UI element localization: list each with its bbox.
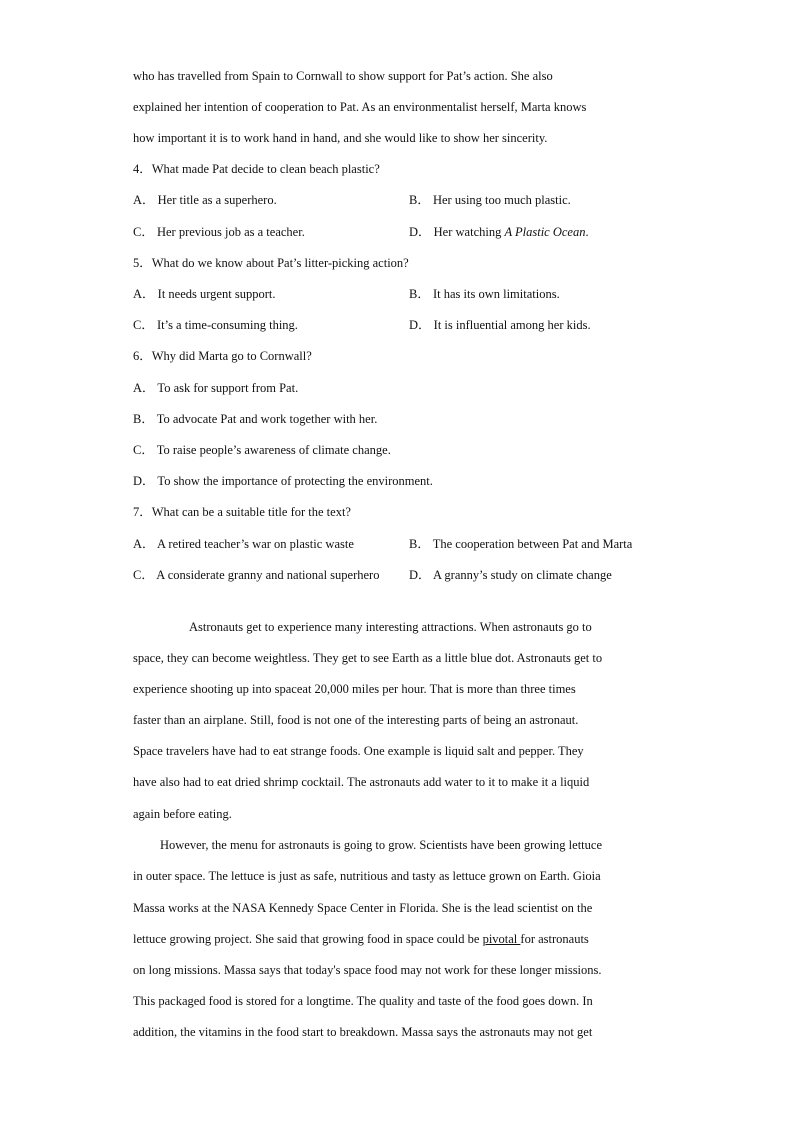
intro-line-3: how important it is to work hand in hand, and she would like to show her sincerity. (133, 131, 548, 145)
passage-p2-line-4 (133, 931, 589, 947)
passage-p2-line-4-suffix: for astronauts (520, 932, 589, 946)
passage-p2-line-5: on long missions. Massa says that today's space food may not work for these longer missions. (133, 963, 602, 977)
passage-p1-line-7: again before eating. (133, 807, 232, 821)
question-6-option-a: A． To ask for support from Pat. (133, 381, 299, 395)
question-4-option-a: A． Her title as a superhero. (133, 193, 277, 207)
question-4-option-d-title: A Plastic Ocean (504, 225, 586, 239)
question-4-option-d-suffix: . (585, 225, 589, 239)
question-5-option-d: D． It is influential among her kids. (409, 318, 591, 332)
question-4-option-c: C． Her previous job as a teacher. (133, 225, 305, 239)
passage-p1-line-3: experience shooting up into spaceat 20,000 miles per hour. That is more than three times (133, 682, 576, 696)
question-4-option-b: B． Her using too much plastic. (409, 193, 571, 207)
question-6-option-c: C． To raise people’s awareness of climate change. (133, 443, 391, 457)
question-5-option-b: B． It has its own limitations. (409, 287, 560, 301)
passage-p1-line-6: have also had to eat dried shrimp cocktail. The astronauts add water to it to make it a liquid (133, 775, 590, 789)
passage-p1-line-5: Space travelers have had to eat strange foods. One example is liquid salt and pepper. They (133, 744, 584, 758)
question-5-stem: 5．What do we know about Pat’s litter-picking action? (133, 256, 409, 270)
underlined-word-pivotal: pivotal (482, 932, 521, 946)
passage-p2-line-2: in outer space. The lettuce is just as safe, nutritious and tasty as lettuce grown on Earth. Gioia (133, 869, 601, 883)
intro-line-2: explained her intention of cooperation to Pat. As an environmentalist herself, Marta knows (133, 100, 587, 114)
question-4-option-d-prefix: D． Her watching (409, 225, 505, 239)
question-6-stem: 6．Why did Marta go to Cornwall? (133, 349, 312, 363)
question-7-option-a: A． A retired teacher’s war on plastic waste (133, 537, 354, 551)
passage-p1-line-4: faster than an airplane. Still, food is not one of the interesting parts of being an astronaut. (133, 713, 579, 727)
question-7-option-c: C． A considerate granny and national superhero (133, 568, 380, 582)
passage-p2-line-6: This packaged food is stored for a longtime. The quality and taste of the food goes down. In (133, 994, 593, 1008)
passage-p2-line-7: addition, the vitamins in the food start to breakdown. Massa says the astronauts may not get (133, 1025, 593, 1039)
question-6-option-b: B． To advocate Pat and work together with her. (133, 412, 378, 426)
question-7-option-b: B． The cooperation between Pat and Marta (409, 537, 633, 551)
intro-line-1: who has travelled from Spain to Cornwall to show support for Pat’s action. She also (133, 69, 553, 83)
question-5-option-a: A． It needs urgent support. (133, 287, 276, 301)
passage-p2-line-1: However, the menu for astronauts is going to grow. Scientists have been growing lettuce (160, 838, 602, 852)
question-7-option-d: D． A granny’s study on climate change (409, 568, 612, 582)
passage-p2-line-3: Massa works at the NASA Kennedy Space Center in Florida. She is the lead scientist on the (133, 901, 593, 915)
question-5-option-c: C． It’s a time-consuming thing. (133, 318, 298, 332)
question-4-option-d (409, 224, 589, 240)
passage-p1-line-1: Astronauts get to experience many interesting attractions. When astronauts go to (189, 620, 592, 634)
passage-p2-line-4-prefix: lettuce growing project. She said that growing food in space could be (133, 932, 483, 946)
question-7-stem: 7．What can be a suitable title for the text? (133, 505, 351, 519)
question-4-stem: 4．What made Pat decide to clean beach plastic? (133, 162, 380, 176)
question-6-option-d: D． To show the importance of protecting the environment. (133, 474, 433, 488)
passage-p1-line-2: space, they can become weightless. They get to see Earth as a little blue dot. Astronauts get to (133, 651, 603, 665)
